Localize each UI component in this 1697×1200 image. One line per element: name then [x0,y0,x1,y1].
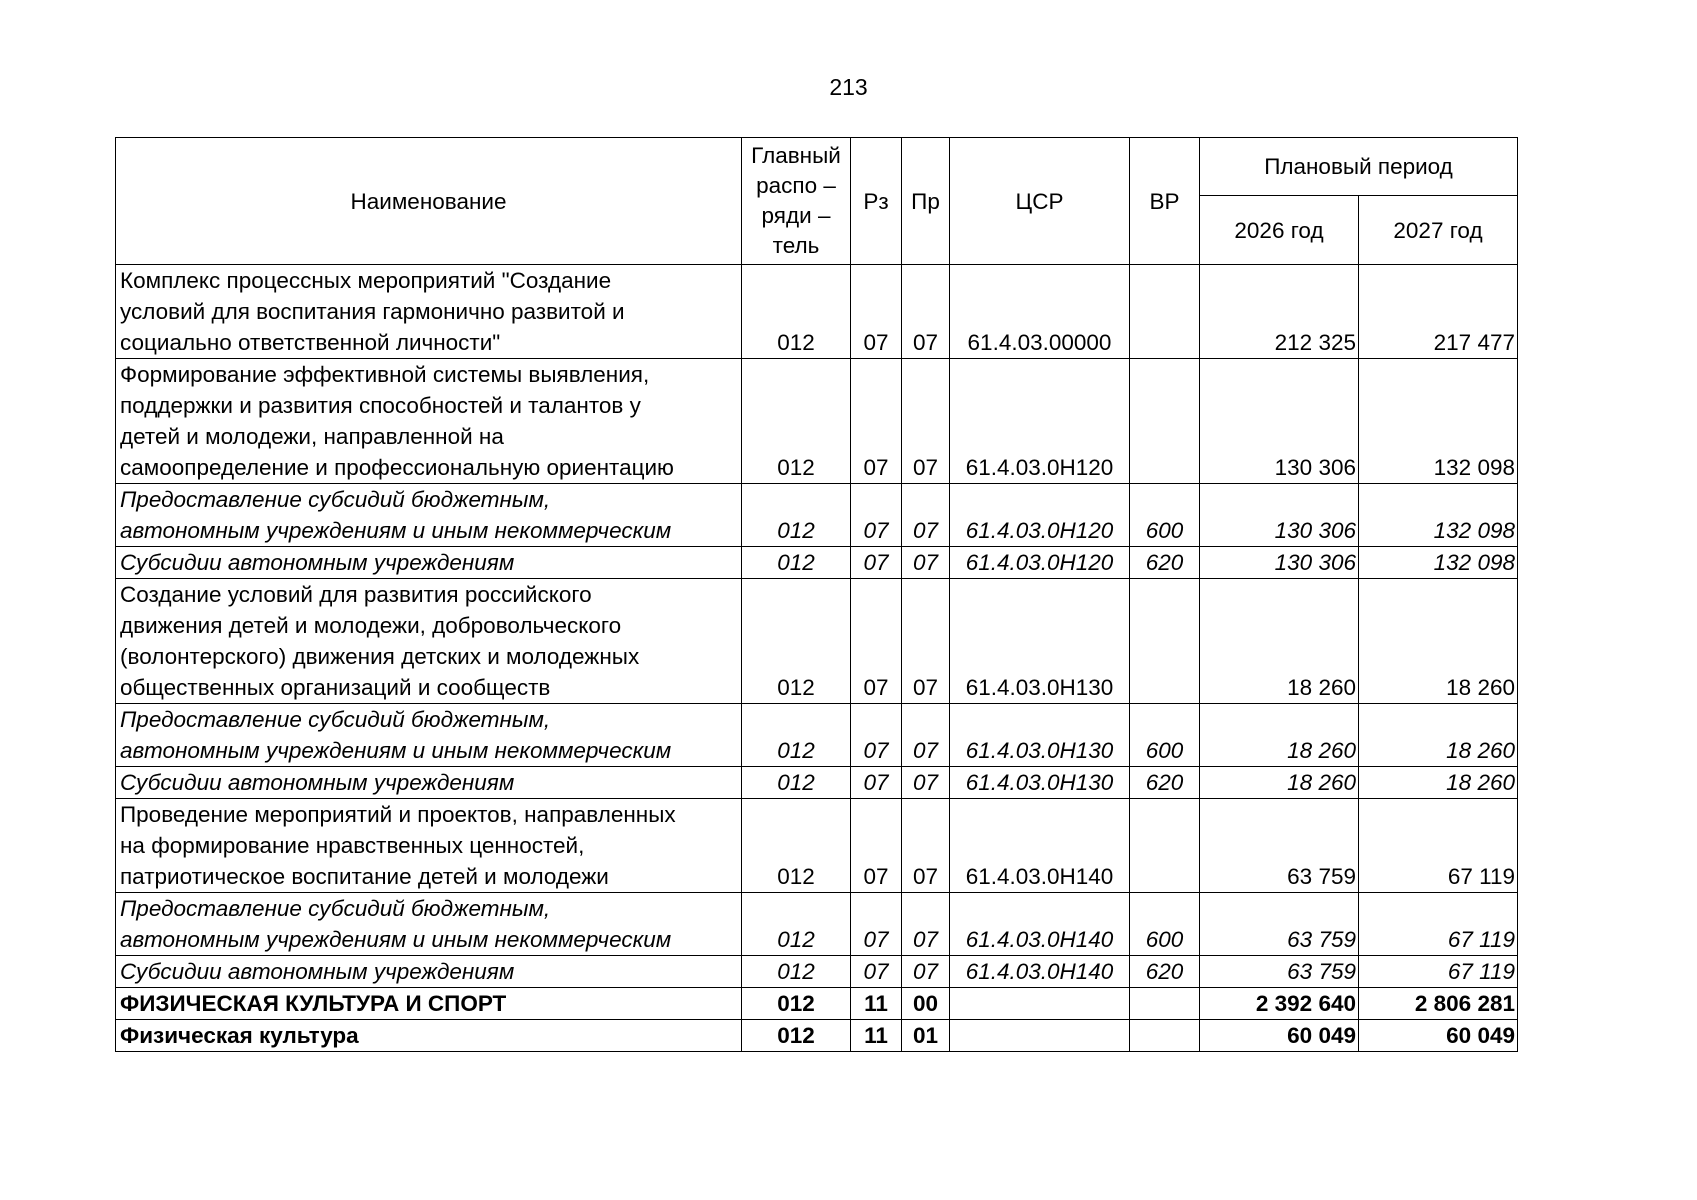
cell-rz: 07 [851,893,902,956]
cell-vr [1130,799,1200,893]
cell-rz: 07 [851,359,902,484]
header-plan-period: Плановый период [1200,138,1518,196]
header-rz: Рз [851,138,902,265]
cell-pr: 07 [902,547,950,579]
cell-name-line: ФИЗИЧЕСКАЯ КУЛЬТУРА И СПОРТ [120,991,507,1016]
cell-name-line: Создание условий для развития российского [120,582,592,607]
cell-2026: 212 325 [1200,265,1359,359]
cell-glavny: 012 [742,893,851,956]
cell-2027: 67 119 [1359,799,1518,893]
header-glavny-line: Главный [751,143,841,168]
cell-2026: 2 392 640 [1200,988,1359,1020]
budget-table [115,137,1518,1052]
cell-name [116,359,742,484]
header-glavny-line: распо – [756,173,836,198]
cell-2027: 18 260 [1359,767,1518,799]
cell-pr: 07 [902,799,950,893]
cell-glavny: 012 [742,799,851,893]
cell-name-line: Субсидии автономным учреждениям [120,770,515,795]
cell-csr: 61.4.03.00000 [950,265,1130,359]
cell-name-line: автономным учреждениям и иным некоммерческим [120,738,672,763]
table-row [116,484,1518,547]
cell-glavny: 012 [742,579,851,704]
table-row [116,1020,1518,1052]
cell-pr: 07 [902,484,950,547]
cell-2026: 130 306 [1200,547,1359,579]
cell-csr: 61.4.03.0Н140 [950,799,1130,893]
cell-csr: 61.4.03.0Н120 [950,484,1130,547]
cell-csr [950,1020,1130,1052]
cell-glavny: 012 [742,956,851,988]
cell-csr: 61.4.03.0Н120 [950,359,1130,484]
cell-pr: 07 [902,359,950,484]
cell-name [116,767,742,799]
table-row [116,265,1518,359]
cell-vr: 600 [1130,893,1200,956]
cell-name [116,1020,742,1052]
header-name: Наименование [116,138,742,265]
cell-rz: 11 [851,988,902,1020]
cell-vr: 620 [1130,956,1200,988]
cell-name-line: условий для воспитания гармонично развитой и [120,299,625,324]
cell-name-line: детей и молодежи, направленной на [120,424,504,449]
cell-name [116,547,742,579]
cell-name-line: Предоставление субсидий бюджетным, [120,707,551,732]
cell-2027: 2 806 281 [1359,988,1518,1020]
cell-csr: 61.4.03.0Н120 [950,547,1130,579]
table-row [116,988,1518,1020]
header-vr: ВР [1130,138,1200,265]
cell-name-line: общественных организаций и сообществ [120,675,551,700]
cell-2026: 130 306 [1200,484,1359,547]
table-row [116,579,1518,704]
cell-name-line: Предоставление субсидий бюджетным, [120,487,551,512]
page-number: 213 [829,74,868,100]
cell-name-line: Субсидии автономным учреждениям [120,550,515,575]
cell-glavny: 012 [742,359,851,484]
cell-vr [1130,265,1200,359]
cell-2027: 132 098 [1359,547,1518,579]
table-row [116,704,1518,767]
cell-2027: 132 098 [1359,359,1518,484]
cell-2026: 130 306 [1200,359,1359,484]
cell-pr: 07 [902,893,950,956]
cell-name [116,988,742,1020]
cell-csr: 61.4.03.0Н140 [950,893,1130,956]
cell-name [116,956,742,988]
cell-name-line: самоопределение и профессиональную ориентацию [120,455,674,480]
header-csr: ЦСР [950,138,1130,265]
cell-csr: 61.4.03.0Н130 [950,704,1130,767]
cell-name [116,484,742,547]
cell-rz: 07 [851,484,902,547]
cell-vr: 620 [1130,767,1200,799]
cell-2027: 132 098 [1359,484,1518,547]
cell-vr: 600 [1130,484,1200,547]
cell-glavny: 012 [742,704,851,767]
table-row [116,799,1518,893]
cell-2027: 67 119 [1359,956,1518,988]
cell-2027: 67 119 [1359,893,1518,956]
cell-rz: 11 [851,1020,902,1052]
cell-glavny: 012 [742,767,851,799]
cell-vr: 620 [1130,547,1200,579]
cell-2026: 18 260 [1200,704,1359,767]
table-row [116,547,1518,579]
cell-2026: 60 049 [1200,1020,1359,1052]
table-body [116,265,1518,1052]
cell-csr: 61.4.03.0Н130 [950,767,1130,799]
cell-name-line: (волонтерского) движения детских и молодежных [120,644,640,669]
cell-csr [950,988,1130,1020]
cell-2027: 60 049 [1359,1020,1518,1052]
cell-csr: 61.4.03.0Н140 [950,956,1130,988]
table-row [116,956,1518,988]
cell-name [116,265,742,359]
cell-vr [1130,1020,1200,1052]
header-glavny [742,138,851,265]
cell-name [116,799,742,893]
cell-2026: 18 260 [1200,767,1359,799]
cell-pr: 07 [902,265,950,359]
cell-csr: 61.4.03.0Н130 [950,579,1130,704]
cell-name-line: автономным учреждениям и иным некоммерческим [120,927,672,952]
cell-name-line: патриотическое воспитание детей и молодежи [120,864,609,889]
cell-pr: 07 [902,956,950,988]
cell-name-line: Комплекс процессных мероприятий "Создание [120,268,612,293]
cell-name [116,579,742,704]
cell-rz: 07 [851,956,902,988]
header-pr: Пр [902,138,950,265]
cell-2027: 18 260 [1359,704,1518,767]
cell-name-line: Проведение мероприятий и проектов, направленных [120,802,676,827]
header-year-2026: 2026 год [1200,196,1359,265]
cell-rz: 07 [851,799,902,893]
cell-name-line: автономным учреждениям и иным некоммерческим [120,518,672,543]
cell-glavny: 012 [742,988,851,1020]
cell-glavny: 012 [742,484,851,547]
cell-pr: 00 [902,988,950,1020]
cell-name-line: Субсидии автономным учреждениям [120,959,515,984]
cell-pr: 01 [902,1020,950,1052]
cell-vr [1130,359,1200,484]
cell-glavny: 012 [742,547,851,579]
cell-vr [1130,579,1200,704]
cell-2027: 18 260 [1359,579,1518,704]
cell-name-line: Физическая культура [120,1023,359,1048]
cell-name-line: поддержки и развития способностей и талантов у [120,393,641,418]
cell-name-line: социально ответственной личности" [120,330,501,355]
cell-2026: 63 759 [1200,956,1359,988]
cell-rz: 07 [851,579,902,704]
header-year-2027: 2027 год [1359,196,1518,265]
table-row [116,359,1518,484]
cell-vr: 600 [1130,704,1200,767]
cell-pr: 07 [902,704,950,767]
cell-rz: 07 [851,547,902,579]
cell-rz: 07 [851,704,902,767]
table-row [116,893,1518,956]
cell-vr [1130,988,1200,1020]
cell-glavny: 012 [742,265,851,359]
cell-name-line: Предоставление субсидий бюджетным, [120,896,551,921]
cell-name-line: движения детей и молодежи, добровольческого [120,613,622,638]
cell-rz: 07 [851,767,902,799]
cell-pr: 07 [902,767,950,799]
cell-name [116,893,742,956]
cell-2026: 63 759 [1200,893,1359,956]
cell-2026: 18 260 [1200,579,1359,704]
header-glavny-line: тель [772,233,820,258]
cell-name [116,704,742,767]
cell-rz: 07 [851,265,902,359]
cell-2027: 217 477 [1359,265,1518,359]
cell-name-line: Формирование эффективной системы выявления, [120,362,650,387]
cell-glavny: 012 [742,1020,851,1052]
cell-2026: 63 759 [1200,799,1359,893]
table-row [116,767,1518,799]
cell-pr: 07 [902,579,950,704]
cell-name-line: на формирование нравственных ценностей, [120,833,585,858]
header-glavny-line: ряди – [761,203,831,228]
